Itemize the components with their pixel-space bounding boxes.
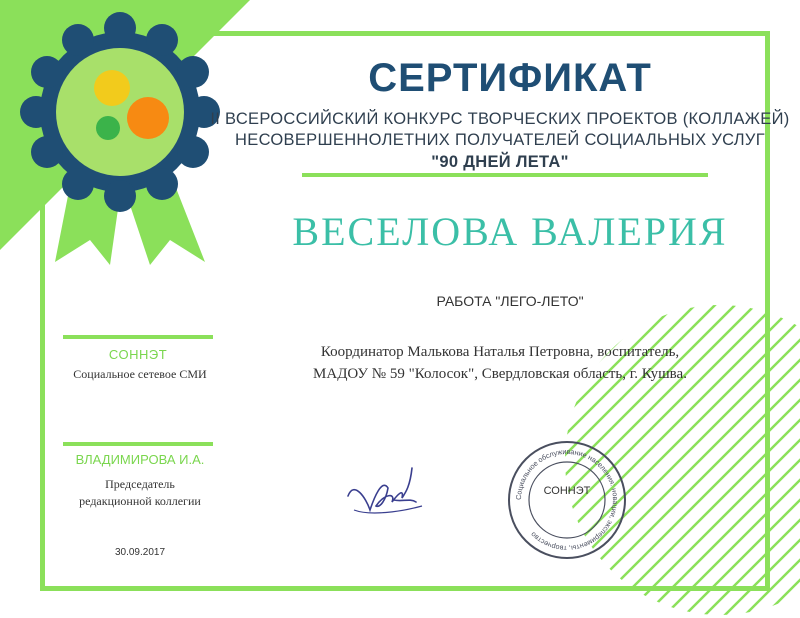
subtitle-line-3: "90 ДНЕЙ ЛЕТА": [431, 153, 569, 171]
title-divider: [302, 173, 708, 177]
work-title: РАБОТА "ЛЕГО-ЛЕТО": [436, 293, 584, 309]
subtitle-line-2: НЕСОВЕРШЕННОЛЕТНИХ ПОЛУЧАТЕЛЕЙ СОЦИАЛЬНЫХ УСЛУГ: [235, 131, 765, 149]
official-stamp: [505, 438, 629, 562]
organization-description: Социальное сетевое СМИ: [73, 367, 207, 381]
stamp-ring-text: Социальное обслуживание населения: новации, эксперименты, творчество: [513, 446, 621, 554]
certificate-title: СЕРТИФИКАТ: [368, 56, 652, 100]
organization-name: СОННЭТ: [108, 347, 168, 362]
coordinator-line-2: МАДОУ № 59 "Колосок", Свердловская область, г. Кушва.: [313, 366, 687, 382]
chairman-divider: [63, 442, 213, 446]
organization-divider: [63, 335, 213, 339]
signature-icon: [340, 458, 430, 528]
stamp-center-text: СОННЭТ: [543, 485, 591, 497]
recipient-name: ВЕСЕЛОВА ВАЛЕРИЯ: [292, 209, 728, 254]
chairman-name: ВЛАДИМИРОВА И.А.: [75, 452, 205, 467]
chairman-role-line-2: редакционной коллегии: [79, 494, 201, 508]
subtitle-line-1: II ВСЕРОССИЙСКИЙ КОНКУРС ТВОРЧЕСКИХ ПРОЕКТОВ (КОЛЛАЖЕЙ): [210, 110, 790, 128]
svg-text:Социальное обслуживание населе: [514, 447, 620, 553]
chairman-role-line-1: Председатель: [105, 477, 175, 491]
coordinator-line-1: Координатор Малькова Наталья Петровна, воспитатель,: [320, 344, 680, 360]
issue-date: 30.09.2017: [114, 547, 166, 558]
